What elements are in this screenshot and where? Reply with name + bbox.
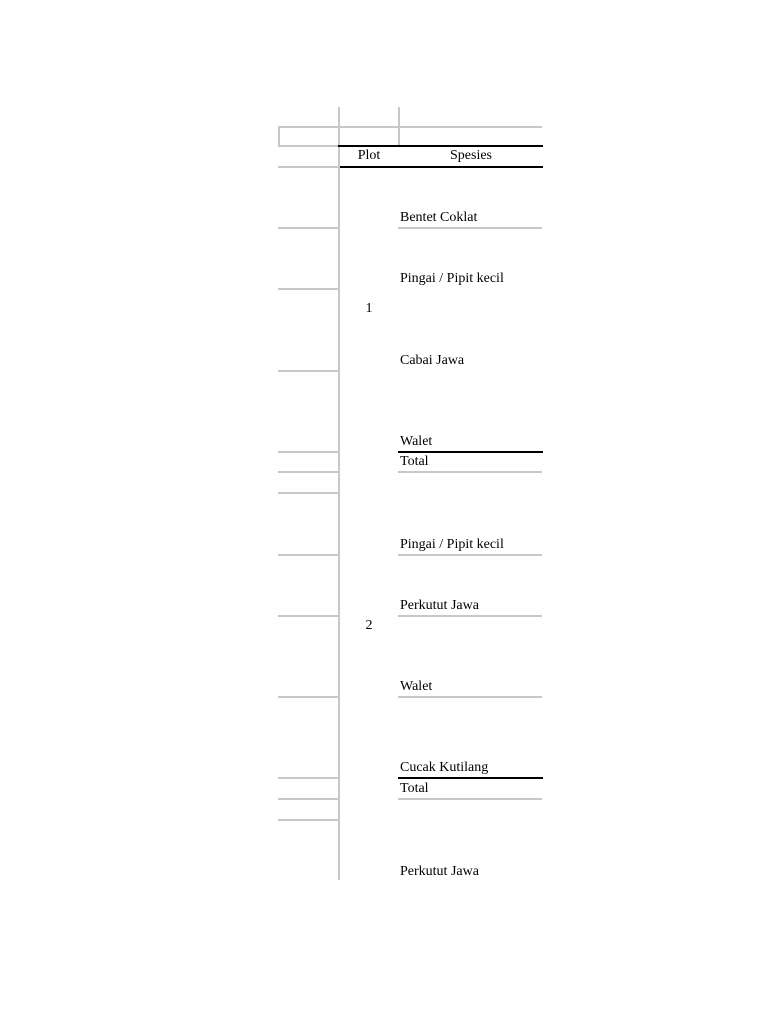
- species-cell: Cucak Kutilang: [400, 760, 489, 775]
- grid-line-horizontal: [278, 819, 340, 821]
- plot-number-cell: 1: [365, 301, 373, 316]
- grid-line-horizontal: [398, 696, 542, 698]
- grid-line-horizontal: [278, 227, 340, 229]
- grid-line-horizontal: [398, 798, 542, 800]
- grid-line-horizontal: [278, 777, 340, 779]
- grid-line-horizontal: [278, 288, 340, 290]
- grid-line-horizontal: [278, 492, 340, 494]
- header-bottom-rule: [338, 166, 543, 168]
- grid-line-horizontal: [278, 615, 340, 617]
- species-cell: Cabai Jawa: [400, 353, 465, 368]
- plot-number-cell: 2: [365, 618, 373, 633]
- header-species: Spesies: [450, 148, 492, 163]
- grid-line-horizontal: [278, 451, 340, 453]
- species-cell: Perkutut Jawa: [400, 598, 479, 613]
- header-plot: Plot: [357, 148, 381, 163]
- grid-line-horizontal: [278, 370, 340, 372]
- grid-line-vertical: [278, 126, 280, 145]
- grid-line-horizontal: [278, 798, 340, 800]
- species-cell: Pingai / Pipit kecil: [400, 537, 504, 552]
- total-label: Total: [400, 781, 429, 796]
- species-cell: Perkutut Jawa: [400, 864, 479, 879]
- species-cell: Pingai / Pipit kecil: [400, 271, 504, 286]
- header-top-rule: [338, 145, 543, 147]
- grid-line-horizontal: [278, 126, 542, 128]
- grid-line-horizontal: [278, 145, 340, 147]
- grid-line-horizontal: [278, 166, 340, 168]
- total-rule: [398, 451, 543, 453]
- grid-line-horizontal: [398, 471, 542, 473]
- grid-line-horizontal: [278, 471, 340, 473]
- species-cell: Walet: [400, 434, 433, 449]
- grid-line-horizontal: [398, 554, 542, 556]
- total-rule: [398, 777, 543, 779]
- grid-line-horizontal: [278, 696, 340, 698]
- total-label: Total: [400, 454, 429, 469]
- species-cell: Walet: [400, 679, 433, 694]
- species-cell: Bentet Coklat: [400, 210, 478, 225]
- grid-line-horizontal: [398, 227, 542, 229]
- grid-line-horizontal: [278, 554, 340, 556]
- grid-line-horizontal: [398, 615, 542, 617]
